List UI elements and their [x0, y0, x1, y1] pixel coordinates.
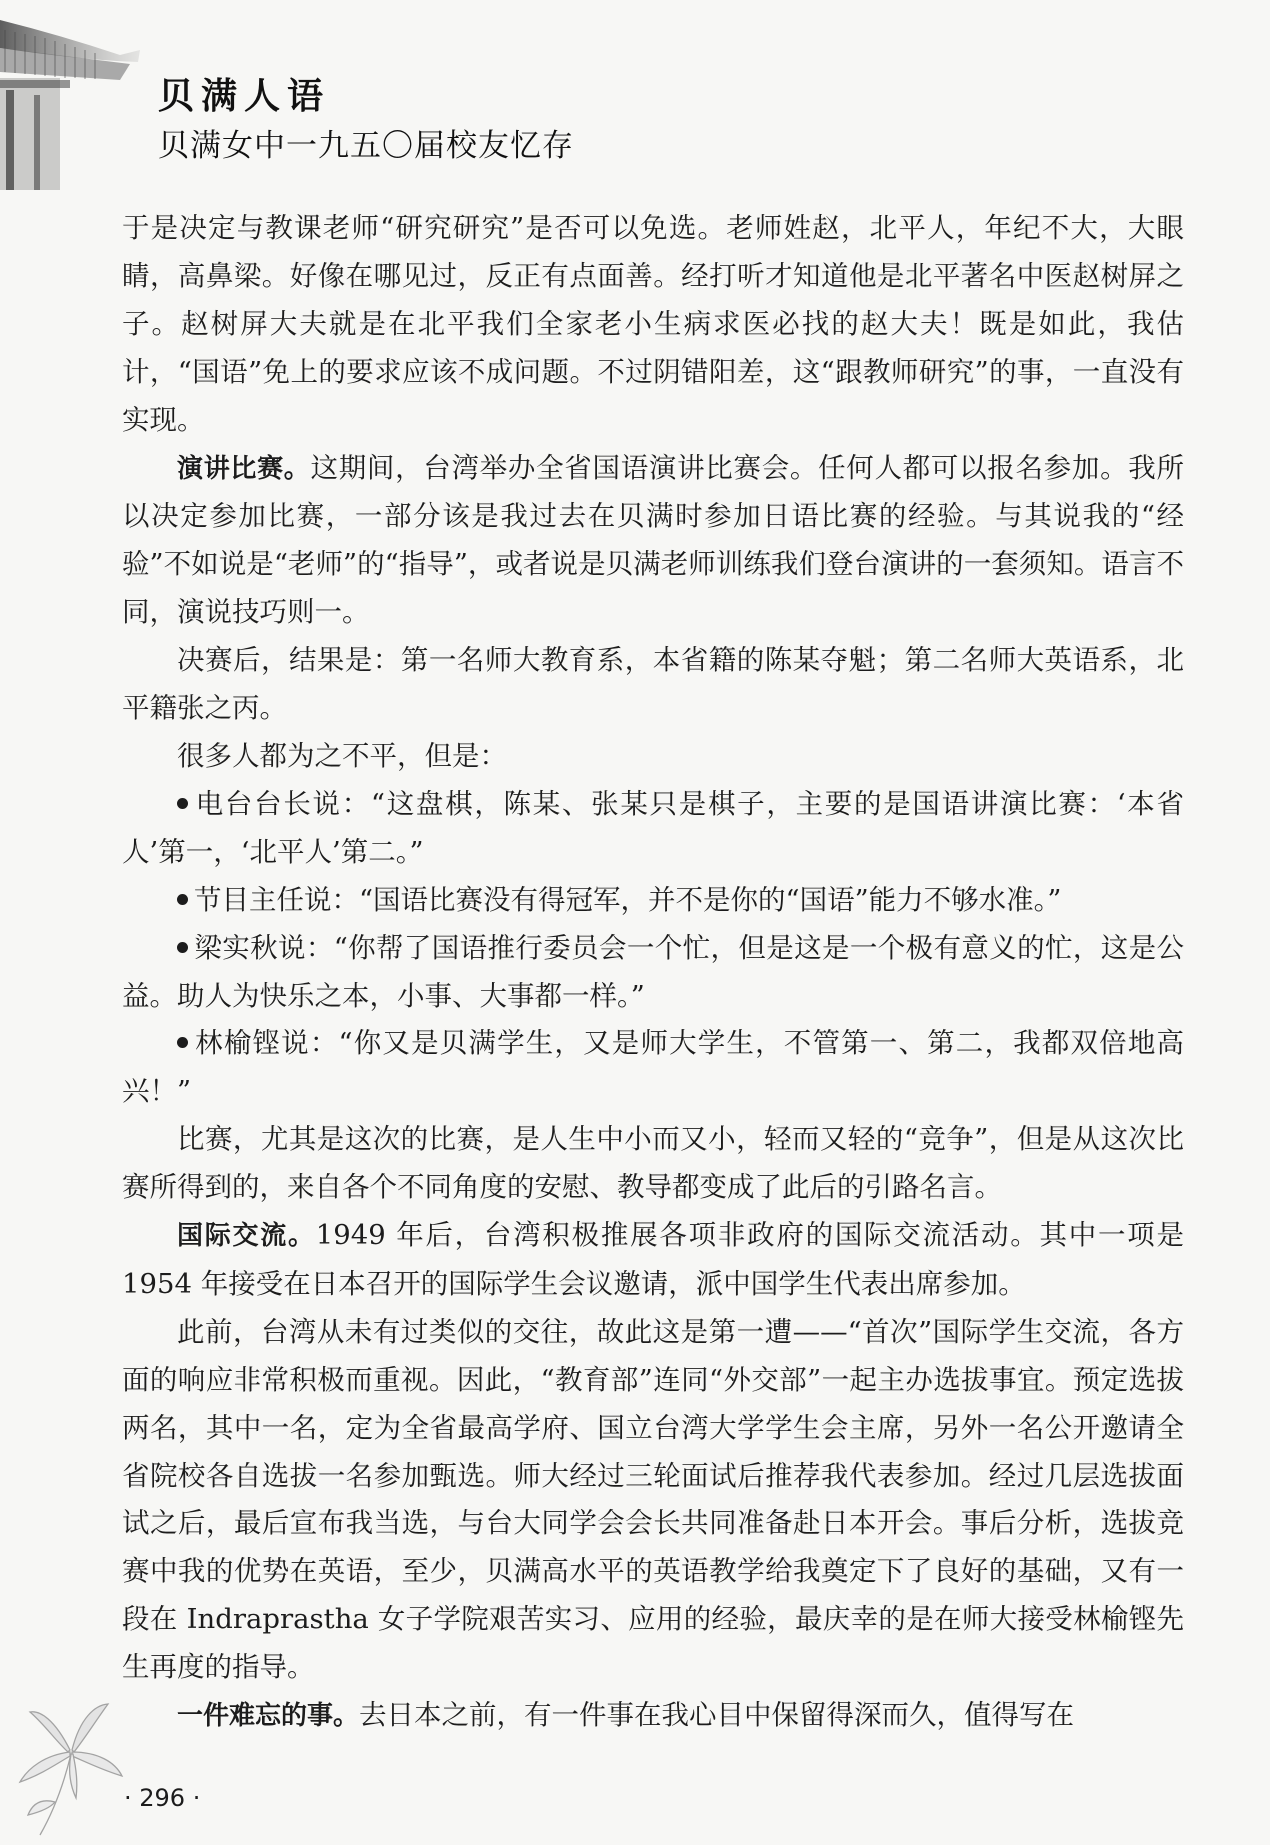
bullet-icon [177, 894, 188, 905]
paragraph-text: 去日本之前，有一件事在我心目中保留得深而久，值得写在 [359, 1699, 1075, 1732]
lily-flower-icon [10, 1690, 130, 1840]
paragraph-text: 1949 年后，台湾积极推展各项非政府的国际交流活动。其中一项是 1954 年接受在日本召开的国际学生会议邀请，派中国学生代表出席参加。 [122, 1219, 1184, 1300]
bullet-item [122, 925, 1184, 1021]
section-lead: 演讲比赛。 [177, 453, 311, 484]
bullet-text: 林榆铿说：“你又是贝满学生，又是师大学生，不管第一、第二，我都双倍地高兴！” [122, 1027, 1184, 1108]
paragraph: 此前，台湾从未有过类似的交往，故此这是第一遭——“首次”国际学生交流，各方面的响应非常积极而重视。因此，“教育部”连同“外交部”一起主办选拔事宜。预定选拔两名，其中一名，定为全省最高学府、国立台湾大学学生会主席，另外一名公开邀请全省院校各自选拔一名参加甄选。师大经过三轮面试后推荐我代表参加。经过几层选拔面试之后，最后宣布我当选，与台大同学会会长共同准备赴日本开会。事后分析，选拔竞赛中我的优势在英语，至少，贝满高水平的英语教学给我奠定下了良好的基础，又有一段在 Indraprastha 女子学院艰苦实习、应用的经验，最庆幸的是在师大接受林榆铿先生再度的指导。 [122, 1315, 1184, 1684]
paragraph: 比赛，尤其是这次的比赛，是人生中小而又小，轻而又轻的“竞争”，但是从这次比赛所得到的，来自各个不同角度的安慰、教导都变成了此后的引路名言。 [122, 1123, 1184, 1204]
page-number: · 296 · [124, 1784, 201, 1812]
paragraph [122, 1692, 1184, 1741]
temple-roof-icon [0, 0, 150, 190]
paragraph: 于是决定与教课老师“研究研究”是否可以免选。老师姓赵，北平人，年纪不大，大眼睛，高鼻梁。好像在哪见过，反正有点面善。经打听才知道他是北平著名中医赵树屏之子。赵树屏大夫就是在北平我们全家老小生病求医必找的赵大夫！既是如此，我估计，“国语”免上的要求应该不成问题。不过阴错阳差，这“跟教师研究”的事，一直没有实现。 [122, 212, 1184, 436]
section-lead: 国际交流。 [177, 1221, 316, 1252]
bullet-text: 梁实秋说：“你帮了国语推行委员会一个忙，但是这是一个极有意义的忙，这是公益。助人为快乐之本，小事、大事都一样。” [122, 931, 1184, 1012]
series-title: 贝满人语 [158, 76, 331, 117]
bullet-item [122, 781, 1184, 877]
bullet-text: 节目主任说：“国语比赛没有得冠军，并不是你的“国语”能力不够水准。” [194, 883, 1062, 916]
body-text [122, 205, 1184, 1741]
paragraph-text: 这期间，台湾举办全省国语演讲比赛会。任何人都可以报名参加。我所以决定参加比赛，一部分该是我过去在贝满时参加日语比赛的经验。与其说我的“经验”不如说是“老师”的“指导”，或者说是贝满老师训练我们登台演讲的一套须知。语言不同，演说技巧则一。 [122, 451, 1184, 629]
bullet-icon [177, 1037, 188, 1048]
bullet-text: 电台台长说：“这盘棋，陈某、张某只是棋子，主要的是国语讲演比赛：‘本省人’第一，‘北平人’第二。” [122, 787, 1184, 868]
bullet-item [122, 877, 1184, 925]
paragraph: 决赛后，结果是：第一名师大教育系，本省籍的陈某夺魁；第二名师大英语系，北平籍张之丙。 [122, 644, 1184, 725]
paragraph [122, 445, 1184, 638]
section-lead: 一件难忘的事。 [177, 1701, 360, 1732]
paragraph [122, 1212, 1184, 1309]
book-title: 贝满女中一九五〇届校友忆存 [158, 128, 574, 164]
paragraph: 很多人都为之不平，但是： [177, 739, 507, 772]
bullet-icon [177, 942, 188, 953]
bullet-item [122, 1020, 1184, 1116]
bullet-icon [177, 798, 188, 809]
